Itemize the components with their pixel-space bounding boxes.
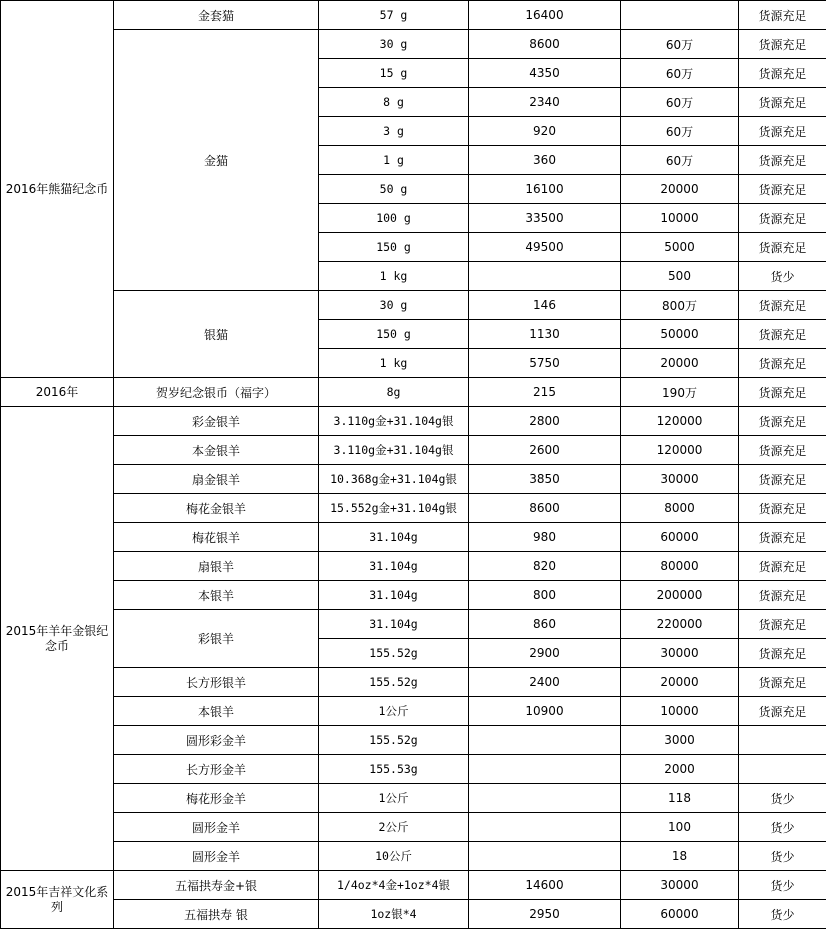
price-cell xyxy=(469,262,621,291)
product-name-cell: 金套猫 xyxy=(114,1,319,30)
price-cell: 4350 xyxy=(469,59,621,88)
product-name-cell: 扇金银羊 xyxy=(114,465,319,494)
table-row xyxy=(1,465,826,494)
price-cell: 33500 xyxy=(469,204,621,233)
spec-cell: 150 g xyxy=(319,320,469,349)
status-cell: 货源充足 xyxy=(739,697,826,726)
quantity-cell: 20000 xyxy=(621,349,739,378)
spec-cell: 31.104g xyxy=(319,552,469,581)
product-name-cell: 彩银羊 xyxy=(114,610,319,668)
product-name-cell: 彩金银羊 xyxy=(114,407,319,436)
spec-cell: 50 g xyxy=(319,175,469,204)
quantity-cell: 120000 xyxy=(621,407,739,436)
product-name-cell: 圆形金羊 xyxy=(114,842,319,871)
quantity-cell: 50000 xyxy=(621,320,739,349)
spec-cell: 3.110g金+31.104g银 xyxy=(319,436,469,465)
price-cell: 10900 xyxy=(469,697,621,726)
price-cell: 800 xyxy=(469,581,621,610)
table-row xyxy=(1,30,826,59)
price-cell xyxy=(469,842,621,871)
quantity-cell: 118 xyxy=(621,784,739,813)
series-name-cell: 2016年 xyxy=(1,378,114,407)
quantity-cell: 30000 xyxy=(621,639,739,668)
spec-cell: 30 g xyxy=(319,30,469,59)
spec-cell: 1公斤 xyxy=(319,697,469,726)
spec-cell: 8g xyxy=(319,378,469,407)
price-cell: 2900 xyxy=(469,639,621,668)
status-cell: 货源充足 xyxy=(739,349,826,378)
price-cell: 146 xyxy=(469,291,621,320)
status-cell: 货源充足 xyxy=(739,204,826,233)
price-cell: 3850 xyxy=(469,465,621,494)
spec-cell: 1oz银*4 xyxy=(319,900,469,929)
table-row xyxy=(1,523,826,552)
table-row xyxy=(1,813,826,842)
table-row xyxy=(1,552,826,581)
price-cell: 49500 xyxy=(469,233,621,262)
quantity-cell: 100 xyxy=(621,813,739,842)
spec-cell: 155.52g xyxy=(319,726,469,755)
price-cell: 5750 xyxy=(469,349,621,378)
product-name-cell: 扇银羊 xyxy=(114,552,319,581)
quantity-cell: 500 xyxy=(621,262,739,291)
price-cell: 2400 xyxy=(469,668,621,697)
product-name-cell: 长方形银羊 xyxy=(114,668,319,697)
quantity-cell: 190万 xyxy=(621,378,739,407)
quantity-cell: 60万 xyxy=(621,117,739,146)
spec-cell: 3 g xyxy=(319,117,469,146)
table-row xyxy=(1,871,826,900)
product-name-cell: 本银羊 xyxy=(114,697,319,726)
quantity-cell: 20000 xyxy=(621,175,739,204)
status-cell: 货源充足 xyxy=(739,233,826,262)
quantity-cell xyxy=(621,1,739,30)
spec-cell: 15.552g金+31.104g银 xyxy=(319,494,469,523)
product-name-cell: 五福拱寿金+银 xyxy=(114,871,319,900)
spec-cell: 1 kg xyxy=(319,262,469,291)
price-cell xyxy=(469,726,621,755)
table-row xyxy=(1,494,826,523)
status-cell: 货源充足 xyxy=(739,146,826,175)
status-cell: 货源充足 xyxy=(739,494,826,523)
table-row xyxy=(1,436,826,465)
status-cell: 货源充足 xyxy=(739,523,826,552)
series-name-cell: 2016年熊猫纪念币 xyxy=(1,1,114,378)
spec-cell: 100 g xyxy=(319,204,469,233)
price-cell: 14600 xyxy=(469,871,621,900)
product-name-cell: 圆形彩金羊 xyxy=(114,726,319,755)
product-name-cell: 本金银羊 xyxy=(114,436,319,465)
status-cell: 货源充足 xyxy=(739,610,826,639)
price-cell: 860 xyxy=(469,610,621,639)
product-name-cell: 本银羊 xyxy=(114,581,319,610)
spec-cell: 10.368g金+31.104g银 xyxy=(319,465,469,494)
product-name-cell: 长方形金羊 xyxy=(114,755,319,784)
spec-cell: 10公斤 xyxy=(319,842,469,871)
spec-cell: 1公斤 xyxy=(319,784,469,813)
quantity-cell: 30000 xyxy=(621,465,739,494)
table-row xyxy=(1,900,826,929)
price-cell: 980 xyxy=(469,523,621,552)
quantity-cell: 200000 xyxy=(621,581,739,610)
price-cell: 2340 xyxy=(469,88,621,117)
quantity-cell: 10000 xyxy=(621,204,739,233)
table-row xyxy=(1,378,826,407)
quantity-cell: 60万 xyxy=(621,146,739,175)
spec-cell: 3.110g金+31.104g银 xyxy=(319,407,469,436)
table-row xyxy=(1,697,826,726)
quantity-cell: 60万 xyxy=(621,30,739,59)
status-cell: 货少 xyxy=(739,842,826,871)
spec-cell: 1 g xyxy=(319,146,469,175)
product-name-cell: 五福拱寿 银 xyxy=(114,900,319,929)
price-cell: 16100 xyxy=(469,175,621,204)
spec-cell: 2公斤 xyxy=(319,813,469,842)
spec-cell: 31.104g xyxy=(319,523,469,552)
quantity-cell: 5000 xyxy=(621,233,739,262)
status-cell: 货源充足 xyxy=(739,30,826,59)
table-row xyxy=(1,726,826,755)
price-cell: 920 xyxy=(469,117,621,146)
status-cell: 货源充足 xyxy=(739,175,826,204)
quantity-cell: 800万 xyxy=(621,291,739,320)
spec-cell: 57 g xyxy=(319,1,469,30)
quantity-cell: 60000 xyxy=(621,900,739,929)
status-cell: 货源充足 xyxy=(739,320,826,349)
table-row xyxy=(1,755,826,784)
table-row xyxy=(1,668,826,697)
product-name-cell: 金猫 xyxy=(114,30,319,291)
price-cell: 8600 xyxy=(469,30,621,59)
spec-cell: 8 g xyxy=(319,88,469,117)
quantity-cell: 220000 xyxy=(621,610,739,639)
status-cell: 货源充足 xyxy=(739,291,826,320)
quantity-cell: 60万 xyxy=(621,88,739,117)
status-cell: 货源充足 xyxy=(739,465,826,494)
table-row xyxy=(1,1,826,30)
table-row xyxy=(1,784,826,813)
status-cell: 货少 xyxy=(739,784,826,813)
status-cell: 货源充足 xyxy=(739,581,826,610)
quantity-cell: 10000 xyxy=(621,697,739,726)
spec-cell: 1/4oz*4金+1oz*4银 xyxy=(319,871,469,900)
price-cell: 1130 xyxy=(469,320,621,349)
price-cell: 215 xyxy=(469,378,621,407)
quantity-cell: 8000 xyxy=(621,494,739,523)
price-cell: 820 xyxy=(469,552,621,581)
quantity-cell: 30000 xyxy=(621,871,739,900)
table-row xyxy=(1,291,826,320)
status-cell: 货源充足 xyxy=(739,552,826,581)
quantity-cell: 80000 xyxy=(621,552,739,581)
table-row xyxy=(1,610,826,639)
price-cell xyxy=(469,755,621,784)
spec-cell: 155.52g xyxy=(319,668,469,697)
price-cell: 360 xyxy=(469,146,621,175)
product-name-cell: 梅花形金羊 xyxy=(114,784,319,813)
price-cell: 16400 xyxy=(469,1,621,30)
table-row xyxy=(1,581,826,610)
spec-cell: 31.104g xyxy=(319,610,469,639)
spec-cell: 30 g xyxy=(319,291,469,320)
price-cell: 2950 xyxy=(469,900,621,929)
quantity-cell: 60000 xyxy=(621,523,739,552)
quantity-cell: 18 xyxy=(621,842,739,871)
status-cell: 货源充足 xyxy=(739,407,826,436)
price-cell: 2600 xyxy=(469,436,621,465)
spec-cell: 15 g xyxy=(319,59,469,88)
status-cell: 货源充足 xyxy=(739,668,826,697)
quantity-cell: 120000 xyxy=(621,436,739,465)
price-cell xyxy=(469,813,621,842)
status-cell xyxy=(739,726,826,755)
status-cell: 货源充足 xyxy=(739,436,826,465)
table-body xyxy=(1,1,826,929)
price-cell: 2800 xyxy=(469,407,621,436)
spec-cell: 155.53g xyxy=(319,755,469,784)
table-row xyxy=(1,842,826,871)
status-cell: 货源充足 xyxy=(739,88,826,117)
status-cell: 货源充足 xyxy=(739,639,826,668)
quantity-cell: 2000 xyxy=(621,755,739,784)
status-cell: 货少 xyxy=(739,813,826,842)
spec-cell: 1 kg xyxy=(319,349,469,378)
status-cell: 货源充足 xyxy=(739,117,826,146)
status-cell: 货源充足 xyxy=(739,378,826,407)
spec-cell: 150 g xyxy=(319,233,469,262)
price-cell: 8600 xyxy=(469,494,621,523)
quantity-cell: 20000 xyxy=(621,668,739,697)
product-name-cell: 贺岁纪念银币（福字） xyxy=(114,378,319,407)
status-cell xyxy=(739,755,826,784)
status-cell: 货少 xyxy=(739,871,826,900)
price-cell xyxy=(469,784,621,813)
status-cell: 货源充足 xyxy=(739,1,826,30)
product-name-cell: 银猫 xyxy=(114,291,319,378)
quantity-cell: 3000 xyxy=(621,726,739,755)
series-name-cell: 2015年吉祥文化系列 xyxy=(1,871,114,929)
product-name-cell: 梅花金银羊 xyxy=(114,494,319,523)
status-cell: 货源充足 xyxy=(739,59,826,88)
product-name-cell: 圆形金羊 xyxy=(114,813,319,842)
status-cell: 货少 xyxy=(739,262,826,291)
product-name-cell: 梅花银羊 xyxy=(114,523,319,552)
status-cell: 货少 xyxy=(739,900,826,929)
series-name-cell: 2015年羊年金银纪念币 xyxy=(1,407,114,871)
spec-cell: 155.52g xyxy=(319,639,469,668)
table-row xyxy=(1,407,826,436)
spec-cell: 31.104g xyxy=(319,581,469,610)
quantity-cell: 60万 xyxy=(621,59,739,88)
